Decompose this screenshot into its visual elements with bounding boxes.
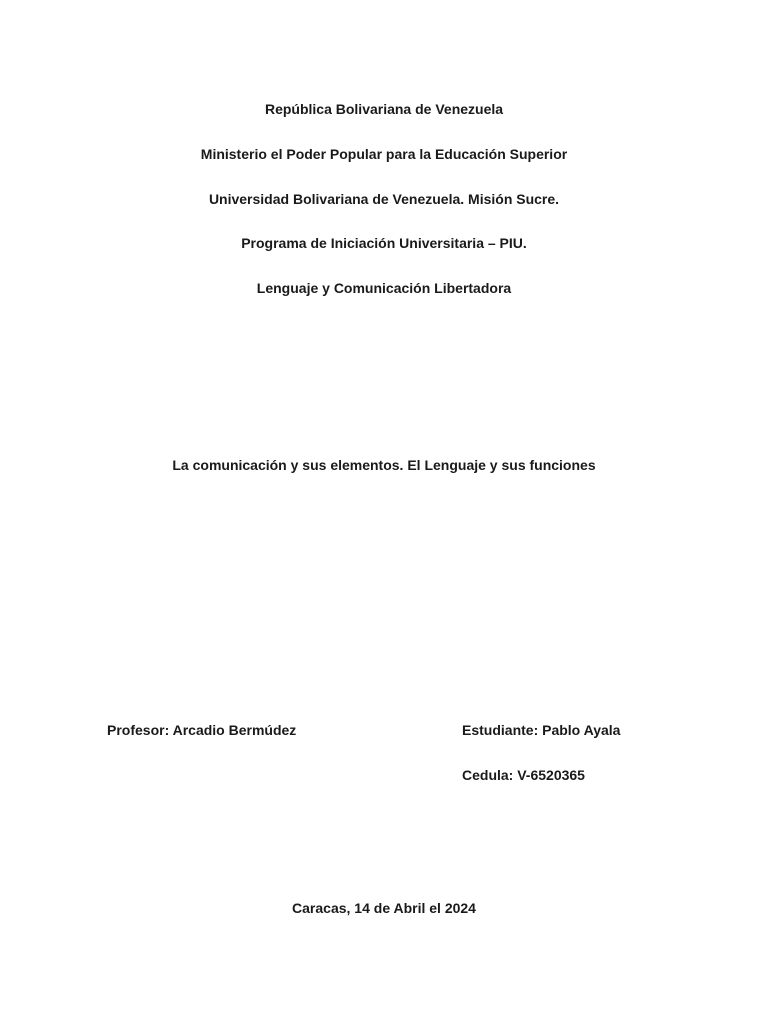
student-id: Cedula: V-6520365: [462, 767, 585, 783]
student-name: Estudiante: Pablo Ayala: [462, 722, 621, 738]
ministry-heading: Ministerio el Poder Popular para la Educación Superior: [200, 146, 568, 162]
country-heading: República Bolivariana de Venezuela: [264, 101, 504, 117]
course-heading: Lenguaje y Comunicación Libertadora: [256, 280, 512, 296]
university-heading: Universidad Bolivariana de Venezuela. Misión Sucre.: [208, 191, 560, 207]
professor-name: Profesor: Arcadio Bermúdez: [107, 722, 297, 738]
place-date: Caracas, 14 de Abril el 2024: [292, 900, 476, 916]
program-heading: Programa de Iniciación Universitaria – PIU.: [241, 235, 527, 251]
document-title: La comunicación y sus elementos. El Lenguaje y sus funciones: [172, 457, 596, 473]
